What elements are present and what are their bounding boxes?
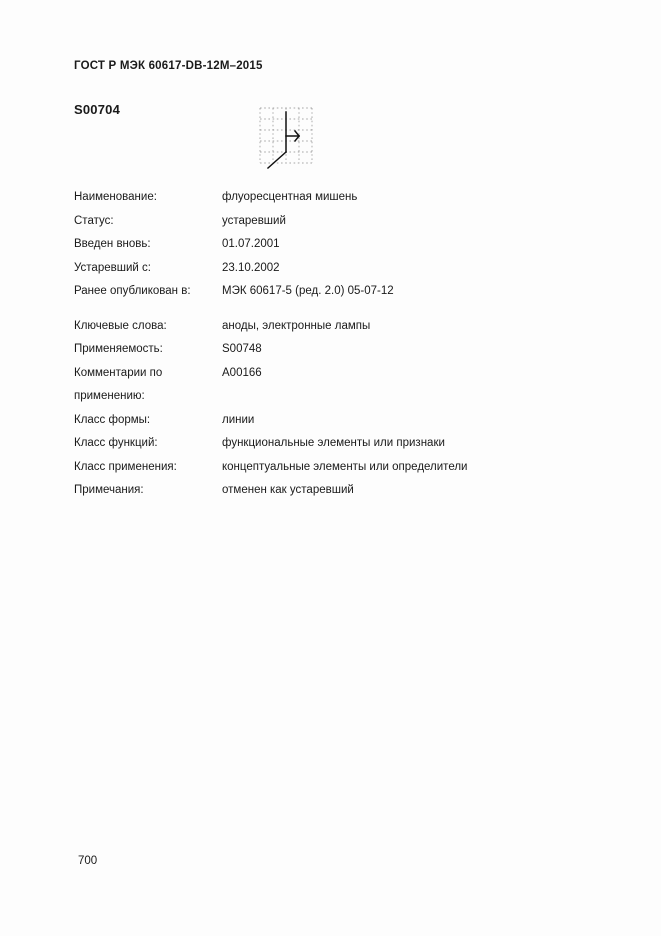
standard-header: ГОСТ Р МЭК 60617-DB-12M–2015 bbox=[74, 60, 263, 72]
field-value: флуоресцентная мишень bbox=[222, 191, 358, 203]
field-label: Класс формы: bbox=[74, 413, 151, 426]
field-value: концептуальные элементы или определители bbox=[222, 460, 468, 473]
field-label: Применяемость: bbox=[74, 343, 163, 355]
table-row bbox=[74, 385, 594, 409]
field-label: Наименование: bbox=[74, 191, 157, 203]
table-row bbox=[74, 280, 594, 304]
field-value: линии bbox=[222, 413, 255, 426]
table-row bbox=[74, 210, 594, 234]
field-label: Комментарии по bbox=[74, 366, 163, 379]
table-row bbox=[74, 409, 594, 433]
field-label: Устаревший с: bbox=[74, 261, 151, 274]
field-label: Примечания: bbox=[74, 484, 144, 496]
field-value: S00748 bbox=[222, 343, 262, 355]
properties-table bbox=[74, 186, 594, 503]
field-value: 23.10.2002 bbox=[222, 261, 280, 274]
table-row bbox=[74, 362, 594, 386]
page-number: 700 bbox=[78, 855, 98, 867]
table-row bbox=[74, 479, 594, 503]
table-row bbox=[74, 186, 594, 210]
fluorescent-target-symbol bbox=[258, 106, 314, 174]
field-value: отменен как устаревший bbox=[222, 484, 354, 496]
field-label: Ключевые слова: bbox=[74, 319, 167, 332]
field-label: Класс функций: bbox=[74, 437, 158, 449]
field-label: Ранее опубликован в: bbox=[74, 285, 191, 297]
field-value: устаревший bbox=[222, 214, 286, 227]
field-label: Статус: bbox=[74, 214, 114, 227]
table-row bbox=[74, 338, 594, 362]
field-value: МЭК 60617-5 (ред. 2.0) 05-07-12 bbox=[222, 285, 394, 297]
field-value: функциональные элементы или признаки bbox=[222, 437, 445, 449]
field-label-continuation: применению: bbox=[74, 390, 145, 402]
field-label: Класс применения: bbox=[74, 460, 177, 473]
field-label: Введен вновь: bbox=[74, 238, 151, 250]
field-value: 01.07.2001 bbox=[222, 238, 280, 250]
field-value: A00166 bbox=[222, 366, 262, 379]
page-title: S00704 bbox=[74, 102, 121, 117]
table-row bbox=[74, 233, 594, 257]
table-row bbox=[74, 257, 594, 281]
field-value: аноды, электронные лампы bbox=[222, 319, 371, 332]
table-row bbox=[74, 315, 594, 339]
table-row bbox=[74, 432, 594, 456]
table-row bbox=[74, 456, 594, 480]
